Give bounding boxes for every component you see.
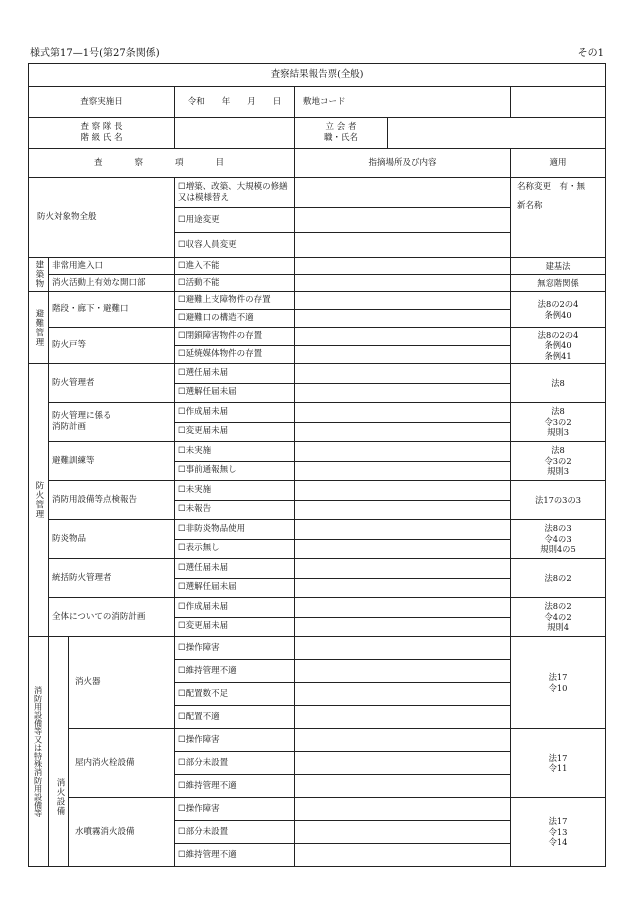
check-item[interactable]: ☐維持管理不適 (175, 775, 295, 798)
applicable-line: 規則3 (547, 427, 569, 438)
location-field[interactable] (295, 178, 511, 208)
applicable-value (511, 403, 606, 442)
location-field[interactable] (295, 275, 511, 292)
item-label-line: 防火管理に係る (52, 411, 112, 422)
inspection-report-table (28, 63, 606, 867)
item-label (49, 442, 175, 481)
check-item[interactable]: ☐閉鎖障害物件の存置 (175, 328, 295, 346)
check-item[interactable]: ☐変更届未届 (175, 422, 295, 442)
check-item[interactable]: ☐配置不適 (175, 706, 295, 729)
item-label-line: 全体についての消防計画 (52, 611, 146, 622)
leader-label-line2: 階 級 氏 名 (80, 133, 123, 143)
applicable-value (511, 520, 606, 559)
item-label (49, 559, 175, 598)
item-label-line: 避難訓練等 (52, 455, 95, 466)
check-item[interactable]: ☐維持管理不適 (175, 660, 295, 683)
item-label: 階段・廊下・避難口 (49, 292, 175, 328)
applicable-line: 令11 (548, 763, 568, 773)
applicable-value (511, 637, 606, 729)
location-field[interactable] (295, 578, 511, 598)
applicable-line: 法17 (548, 752, 568, 763)
applicable-line: 令4の3 (544, 533, 572, 544)
location-field[interactable] (295, 798, 511, 821)
location-field[interactable] (295, 775, 511, 798)
witness-label-line1: 立 会 者 (325, 122, 357, 133)
extinguishing-subgroup-label: 消火設備 (49, 637, 69, 867)
location-field[interactable] (295, 461, 511, 481)
check-item[interactable]: ☐収容人員変更 (175, 233, 295, 258)
location-field[interactable] (295, 310, 511, 328)
item-label-line: 消防計画 (52, 422, 87, 432)
check-item[interactable]: ☐作成届未届 (175, 598, 295, 618)
col-location: 指摘場所及び内容 (295, 149, 511, 178)
report-title: 査察結果報告票(全般) (29, 64, 606, 87)
item-label (49, 598, 175, 637)
applicable-line: 法17 (548, 672, 568, 683)
name-change-cell (511, 178, 606, 258)
check-item[interactable]: ☐作成届未届 (175, 403, 295, 423)
applicable-value: 無窓階関係 (511, 275, 606, 292)
applicable-line: 法8 (551, 445, 565, 456)
location-field[interactable] (295, 598, 511, 618)
evacuation-group-label: 避難管理 (29, 292, 49, 364)
location-field[interactable] (295, 258, 511, 275)
applicable-line: 規則4 (547, 622, 569, 633)
leader-label (29, 118, 175, 149)
witness-label (295, 118, 388, 149)
check-item[interactable]: ☐操作障害 (175, 637, 295, 660)
item-label-line: 統括防火管理者 (52, 572, 112, 583)
applicable-line: 条例40 (544, 340, 572, 351)
location-field[interactable] (295, 637, 511, 660)
page-number: その1 (577, 48, 604, 59)
applicable-value (511, 292, 606, 328)
applicable-value (511, 481, 606, 520)
location-field[interactable] (295, 208, 511, 233)
check-item[interactable]: ☐避難口の構造不適 (175, 310, 295, 328)
location-field[interactable] (295, 706, 511, 729)
witness-field[interactable] (388, 118, 606, 149)
fire-prevention-group-label: 防火管理 (29, 364, 49, 637)
applicable-line: 規則4の5 (540, 544, 576, 555)
item-label: 防火戸等 (49, 328, 175, 364)
check-item[interactable]: ☐表示無し (175, 539, 295, 559)
site-code-label: 敷地コード (295, 87, 511, 118)
item-label (49, 481, 175, 520)
applicable-value: 建基法 (511, 258, 606, 275)
check-item[interactable]: ☐増築、改築、大規模の修繕又は模様替え (175, 178, 295, 208)
col-applicable: 適用 (511, 149, 606, 178)
location-field[interactable] (295, 403, 511, 423)
item-label-line: 消防用設備等点検報告 (52, 494, 138, 505)
check-item[interactable]: ☐部分未設置 (175, 752, 295, 775)
location-field[interactable] (295, 520, 511, 540)
applicable-line: 条例41 (544, 350, 572, 361)
form-number: 様式第17—1号(第27条関係) (30, 48, 160, 59)
item-label: 消火器 (69, 637, 175, 729)
applicable-line: 法8の2の4 (537, 329, 579, 340)
general-label: 防火対象物全般 (29, 178, 175, 258)
location-field[interactable] (295, 442, 511, 462)
applicable-line: 令4の2 (544, 611, 572, 622)
applicable-value (511, 559, 606, 598)
check-item[interactable]: ☐選解任届未届 (175, 383, 295, 403)
applicable-value (511, 364, 606, 403)
check-item[interactable]: ☐部分未設置 (175, 821, 295, 844)
item-label-line: 防火管理者 (52, 377, 95, 388)
check-item[interactable]: ☐選任届未届 (175, 559, 295, 579)
applicable-line: 法8の3 (544, 523, 572, 534)
applicable-line: 法8の2 (544, 572, 572, 583)
applicable-line: 法17の3の3 (535, 494, 582, 505)
leader-field[interactable] (175, 118, 295, 149)
applicable-line: 令14 (548, 837, 568, 848)
check-item[interactable]: ☐操作障害 (175, 798, 295, 821)
location-field[interactable] (295, 729, 511, 752)
check-item[interactable]: ☐操作障害 (175, 729, 295, 752)
name-change-text: 名称変更 有・無 (517, 182, 586, 192)
applicable-line: 規則3 (547, 466, 569, 477)
item-label: 水噴霧消火設備 (69, 798, 175, 867)
location-field[interactable] (295, 683, 511, 706)
check-item[interactable]: ☐非防炎物品使用 (175, 520, 295, 540)
check-item[interactable]: ☐維持管理不適 (175, 844, 295, 867)
applicable-line: 法17 (548, 816, 568, 827)
building-group-label: 建築物 (29, 258, 49, 292)
inspection-date-field[interactable]: 令和 年 月 日 (175, 87, 295, 118)
applicable-value (511, 442, 606, 481)
location-field[interactable] (295, 660, 511, 683)
location-field[interactable] (295, 328, 511, 346)
location-field[interactable] (295, 500, 511, 520)
check-item[interactable]: ☐未実施 (175, 442, 295, 462)
witness-label-line2: 職・氏名 (323, 133, 358, 143)
applicable-value (511, 598, 606, 637)
check-item[interactable]: ☐未実施 (175, 481, 295, 501)
item-label (49, 364, 175, 403)
applicable-line: 令10 (548, 682, 568, 693)
location-field[interactable] (295, 422, 511, 442)
item-label: 非常用進入口 (49, 258, 175, 275)
applicable-line: 令3の2 (544, 416, 572, 427)
applicable-line: 法8 (551, 406, 565, 417)
item-label: 屋内消火栓設備 (69, 729, 175, 798)
check-item[interactable]: ☐選解任届未届 (175, 578, 295, 598)
item-label (49, 403, 175, 442)
col-items: 査 察 項 目 (29, 149, 295, 178)
equipment-group-label: 消防用設備等又は特殊消防用設備等 (29, 637, 49, 867)
applicable-line: 法8 (551, 377, 565, 388)
location-field[interactable] (295, 292, 511, 310)
location-field[interactable] (295, 559, 511, 579)
check-item[interactable]: ☐未報告 (175, 500, 295, 520)
check-item[interactable]: ☐変更届未届 (175, 617, 295, 637)
applicable-value (511, 729, 606, 798)
check-item[interactable]: ☐事前通報無し (175, 461, 295, 481)
check-item[interactable]: ☐進入不能 (175, 258, 295, 275)
new-name-label: 新名称 (517, 200, 543, 211)
applicable-line: 令13 (548, 826, 568, 837)
inspection-date-label: 査察実施日 (29, 87, 175, 118)
location-field[interactable] (295, 821, 511, 844)
check-item[interactable]: ☐延焼媒体物件の存置 (175, 346, 295, 364)
applicable-value (511, 798, 606, 867)
location-field[interactable] (295, 617, 511, 637)
check-item[interactable]: ☐選任届未届 (175, 364, 295, 384)
check-item[interactable]: ☐配置数不足 (175, 683, 295, 706)
check-item[interactable]: ☐活動不能 (175, 275, 295, 292)
location-field[interactable] (295, 481, 511, 501)
applicable-line: 令3の2 (544, 455, 572, 466)
check-item[interactable]: ☐用途変更 (175, 208, 295, 233)
location-field[interactable] (295, 233, 511, 258)
item-label: 消火活動上有効な開口部 (49, 275, 175, 292)
applicable-line: 法8の2 (544, 601, 572, 612)
location-field[interactable] (295, 844, 511, 867)
location-field[interactable] (295, 752, 511, 775)
applicable-value (511, 328, 606, 364)
leader-label-line1: 査 察 隊 長 (80, 122, 123, 133)
location-field[interactable] (295, 539, 511, 559)
location-field[interactable] (295, 364, 511, 384)
check-item[interactable]: ☐避難上支障物件の存置 (175, 292, 295, 310)
location-field[interactable] (295, 346, 511, 364)
item-label (49, 520, 175, 559)
applicable-line: 条例40 (544, 309, 572, 320)
site-code-field[interactable] (511, 87, 606, 118)
applicable-line: 法8の2の4 (537, 299, 579, 310)
item-label-line: 防炎物品 (52, 533, 87, 544)
location-field[interactable] (295, 383, 511, 403)
